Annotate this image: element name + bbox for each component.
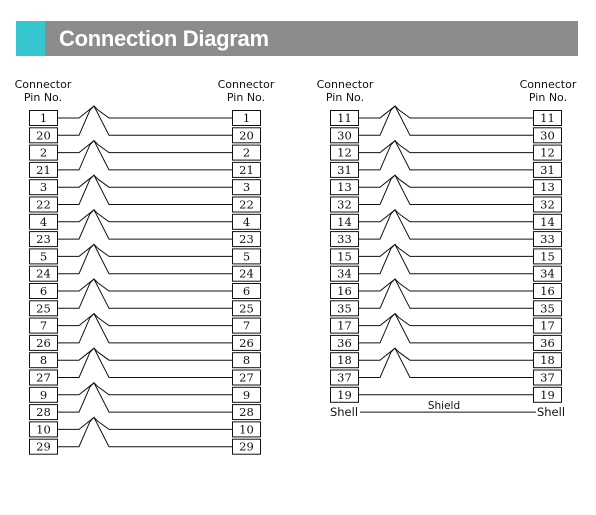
right-group-left-pin-16-label: 16: [337, 284, 352, 298]
left-group-pair-10-wire-a: [58, 417, 233, 446]
left-group-left-pin-6-label: 6: [39, 284, 48, 298]
right-group-pair-12-wire-b: [359, 141, 534, 170]
left-group-pair-8-wire-a: [58, 348, 233, 377]
left-group-pair-7-wire-b: [58, 314, 233, 343]
right-group-right-pin-35-label: 35: [540, 301, 555, 316]
left-group-pair-2-wire-a: [58, 141, 233, 170]
right-group-right-pin-18-label: 18: [540, 353, 555, 368]
left-group-left-pin-20-label: 20: [36, 128, 51, 143]
left-group-right-pin-29-label: 29: [239, 439, 254, 454]
left-group-left-pin-2-label: 2: [39, 145, 48, 160]
left-group-left-header-line2: Pin No.: [23, 91, 63, 104]
left-group-pair-3-wire-b: [58, 175, 233, 204]
right-group-pair-13-wire-a: [359, 175, 534, 204]
left-group-right-header-line1: Connector: [217, 78, 275, 91]
right-group-right-pin-12-label: 12: [540, 145, 555, 160]
right-group-pair-14-wire-a: [359, 210, 534, 239]
right-group-left-pin-14-label: 14: [337, 214, 352, 229]
left-group-right-pin-24-label: 24: [239, 266, 254, 281]
right-group-right-pin-17-label: 17: [540, 318, 555, 333]
left-group-left-pin-4-label: 4: [39, 214, 48, 229]
right-group-left-pin-34-label: 34: [337, 266, 352, 281]
left-group-right-pin-4-label: 4: [242, 214, 251, 229]
right-group-pair-11-wire-a: [359, 106, 534, 135]
left-group-left-pin-24-label: 24: [36, 266, 51, 281]
right-group-left-pin-32-label: 32: [337, 197, 352, 212]
left-group-left-pin-7-label: 7: [39, 318, 48, 333]
right-group-left-pin-30-label: 30: [337, 128, 352, 143]
left-group-right-pin-20-label: 20: [239, 128, 254, 143]
left-group-pair-6-wire-a: [58, 279, 233, 308]
left-group-pair-9-wire-a: [58, 383, 233, 412]
left-group-left-pin-23-label: 23: [36, 232, 51, 247]
left-group-pair-4-wire-a: [58, 210, 233, 239]
left-group-left-pin-22-label: 22: [36, 197, 51, 212]
left-group-left-pin-28-label: 28: [36, 405, 51, 420]
right-group-pair-16-wire-b: [359, 279, 534, 308]
right-group-left-pin-19-label: 19: [337, 387, 352, 402]
right-group-right-pin-11-label: 11: [540, 111, 555, 125]
left-group-right-pin-2-label: 2: [242, 145, 251, 160]
right-group-left-pin-17-label: 17: [337, 318, 352, 333]
right-group-pair-15-wire-b: [359, 244, 534, 273]
right-group-right-pin-34-label: 34: [540, 266, 555, 281]
left-group-right-pin-25-label: 25: [239, 301, 254, 316]
left-group-right-pin-9-label: 9: [242, 387, 251, 402]
right-group-left-header-line2: Pin No.: [325, 91, 365, 104]
right-group-left-pin-33-label: 33: [337, 232, 352, 247]
left-group-left-pin-3-label: 3: [39, 180, 48, 195]
page-title: Connection Diagram: [59, 26, 269, 51]
right-group-left-header-line1: Connector: [316, 78, 374, 91]
left-group-left-pin-25-label: 25: [36, 301, 51, 316]
right-group-right-pin-31-label: 31: [540, 162, 555, 177]
right-group-pair-18-wire-b: [359, 348, 534, 377]
left-group-right-header-line2: Pin No.: [226, 91, 266, 104]
right-group-right-pin-33-label: 33: [540, 232, 555, 247]
left-group-pair-3-wire-a: [58, 175, 233, 204]
left-group-right-pin-21-label: 21: [239, 162, 254, 177]
right-group-right-pin-19-label: 19: [540, 387, 555, 402]
left-group-pair-7-wire-a: [58, 314, 233, 343]
right-group-left-pin-11-label: 11: [337, 111, 352, 125]
right-group-right-header-line1: Connector: [519, 78, 577, 91]
left-group-pair-6-wire-b: [58, 279, 233, 308]
left-group-left-pin-29-label: 29: [36, 439, 51, 454]
right-group-right-pin-13-label: 13: [540, 180, 555, 195]
left-group-left-pin-8-label: 8: [39, 353, 48, 368]
right-group-right-pin-14-label: 14: [540, 214, 555, 229]
right-group-right-pin-36-label: 36: [540, 335, 555, 350]
right-group-right-pin-30-label: 30: [540, 128, 555, 143]
left-group-left-header-line1: Connector: [14, 78, 72, 91]
left-group-right-pin-8-label: 8: [242, 353, 251, 368]
left-group-right-pin-23-label: 23: [239, 232, 254, 247]
left-group-left-pin-9-label: 9: [39, 387, 48, 402]
left-group-pair-9-wire-b: [58, 383, 233, 412]
left-group-pair-5-wire-a: [58, 244, 233, 273]
left-group-left-pin-10-label: 10: [36, 422, 51, 437]
right-group-left-pin-35-label: 35: [337, 301, 352, 316]
right-group-pair-13-wire-b: [359, 175, 534, 204]
right-group-left-pin-37-label: 37: [337, 370, 352, 385]
right-group-left-pin-31-label: 31: [337, 162, 352, 177]
left-group-right-pin-22-label: 22: [239, 197, 254, 212]
right-group-pair-17-wire-b: [359, 314, 534, 343]
left-group-right-pin-7-label: 7: [242, 318, 251, 333]
right-group-pair-17-wire-a: [359, 314, 534, 343]
left-group-right-pin-26-label: 26: [239, 335, 254, 350]
left-group-left-pin-27-label: 27: [36, 370, 51, 385]
left-group-right-pin-28-label: 28: [239, 405, 254, 420]
left-group-left-pin-21-label: 21: [36, 162, 51, 177]
left-group-pair-2-wire-b: [58, 141, 233, 170]
right-group-left-pin-12-label: 12: [337, 145, 352, 160]
left-group-left-pin-1-label: 1: [39, 111, 48, 125]
left-group-left-pin-26-label: 26: [36, 335, 51, 350]
left-group-right-pin-10-label: 10: [239, 422, 254, 437]
left-group-pair-8-wire-b: [58, 348, 233, 377]
shell-label-left: Shell: [329, 405, 359, 420]
right-group-right-pin-37-label: 37: [540, 370, 555, 385]
right-group-pair-15-wire-a: [359, 244, 534, 273]
left-group-right-pin-5-label: 5: [242, 249, 251, 264]
left-group-right-pin-6-label: 6: [242, 284, 251, 298]
right-group-pair-11-wire-b: [359, 106, 534, 135]
right-group-pair-14-wire-b: [359, 210, 534, 239]
right-group-right-pin-32-label: 32: [540, 197, 555, 212]
left-group-right-pin-3-label: 3: [242, 180, 251, 195]
right-group-left-pin-36-label: 36: [337, 335, 352, 350]
right-group-right-pin-15-label: 15: [540, 249, 555, 264]
left-group-pair-1-wire-a: [58, 106, 233, 135]
right-group-right-header-line2: Pin No.: [528, 91, 568, 104]
right-group-pair-12-wire-a: [359, 141, 534, 170]
right-group-left-pin-15-label: 15: [337, 249, 352, 264]
left-group-pair-1-wire-b: [58, 106, 233, 135]
right-group-left-pin-18-label: 18: [337, 353, 352, 368]
left-group-left-pin-5-label: 5: [39, 249, 48, 264]
left-group-right-pin-27-label: 27: [239, 370, 254, 385]
left-group-pair-5-wire-b: [58, 244, 233, 273]
left-group-pair-4-wire-b: [58, 210, 233, 239]
shield-label: Shield: [427, 400, 461, 413]
right-group-pair-16-wire-a: [359, 279, 534, 308]
left-group-pair-10-wire-b: [58, 417, 233, 446]
right-group-right-pin-16-label: 16: [540, 284, 555, 298]
shell-label-right: Shell: [536, 405, 566, 420]
left-group-right-pin-1-label: 1: [242, 111, 251, 125]
right-group-pair-18-wire-a: [359, 348, 534, 377]
right-group-left-pin-13-label: 13: [337, 180, 352, 195]
